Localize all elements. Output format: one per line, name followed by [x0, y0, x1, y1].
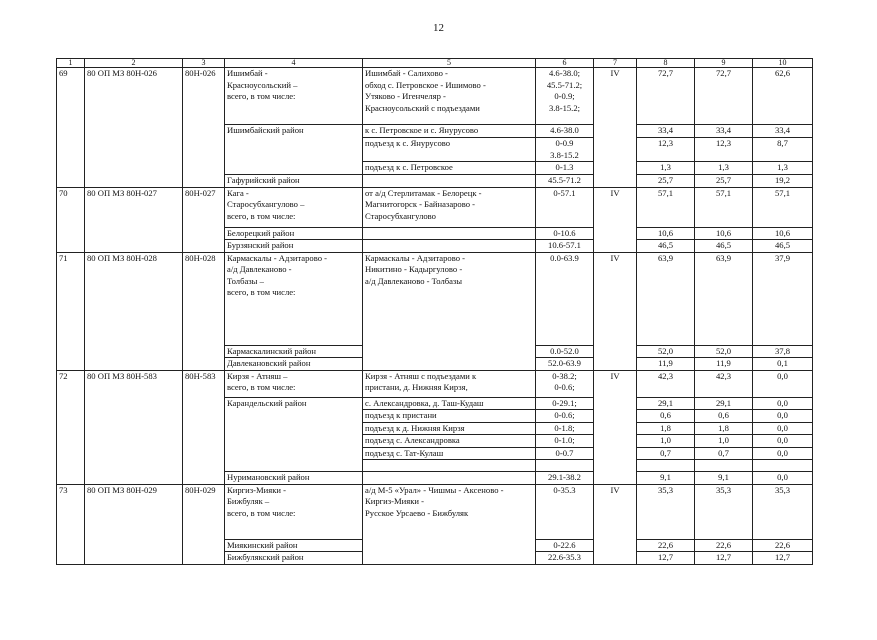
value-col10: 12,7 — [753, 552, 813, 565]
table-row — [57, 370, 813, 397]
road-km: 0-0.9 3.8-15.2 — [536, 138, 594, 162]
road-km: 0.0-52.0 — [536, 345, 594, 358]
road-route — [363, 227, 536, 240]
road-id: 80Н-028 — [183, 252, 225, 370]
value-col10: 10,6 — [753, 227, 813, 240]
col-header: 9 — [695, 59, 753, 68]
road-route: подъезд к пристани — [363, 410, 536, 423]
road-name: Кармаскалы - Адзитарово - а/д Давлеканово - Толбазы – всего, в том числе: — [225, 252, 363, 345]
value-col10: 57,1 — [753, 187, 813, 227]
road-name: Ишимбай - Красноусольский – всего, в том числе: — [225, 68, 363, 125]
road-route: подъезд к с. Петровское — [363, 162, 536, 175]
value-col9: 29,1 — [695, 397, 753, 410]
value-col8: 42,3 — [637, 370, 695, 397]
road-km: 0-35.3 — [536, 484, 594, 539]
value-col10: 0,0 — [753, 472, 813, 485]
road-id: 80Н-029 — [183, 484, 225, 564]
road-km: 0-0.7 — [536, 447, 594, 460]
table-row — [57, 252, 813, 345]
value-col10: 0,0 — [753, 370, 813, 397]
district-name: Карандельский район — [225, 397, 363, 472]
district-name: Бижбулякский район — [225, 552, 363, 565]
road-route — [363, 240, 536, 253]
value-col8: 1,3 — [637, 162, 695, 175]
value-col8: 29,1 — [637, 397, 695, 410]
value-col8: 52,0 — [637, 345, 695, 358]
value-col9: 63,9 — [695, 252, 753, 345]
district-name: Бурзянский район — [225, 240, 363, 253]
col-header: 1 — [57, 59, 85, 68]
road-route: а/д М-5 «Урал» - Чишмы - Аксеново - Киргиз-Мияки - Русское Урсаево - Бижбуляк — [363, 484, 536, 564]
col-header: 5 — [363, 59, 536, 68]
value-col10: 62,6 — [753, 68, 813, 125]
value-col10: 0,0 — [753, 422, 813, 435]
road-category: IV — [594, 370, 637, 484]
value-col8: 72,7 — [637, 68, 695, 125]
road-route — [363, 460, 536, 472]
road-name: Киргиз-Мияки - Бижбуляк – всего, в том числе: — [225, 484, 363, 539]
value-col9: 46,5 — [695, 240, 753, 253]
value-col10: 8,7 — [753, 138, 813, 162]
value-col8: 1,0 — [637, 435, 695, 448]
value-col10: 0,0 — [753, 410, 813, 423]
road-km: 0-1.3 — [536, 162, 594, 175]
header-row — [57, 59, 813, 68]
value-col9: 9,1 — [695, 472, 753, 485]
value-col10: 0,0 — [753, 435, 813, 448]
page-number: 12 — [433, 22, 444, 34]
value-col9: 42,3 — [695, 370, 753, 397]
value-col9: 25,7 — [695, 175, 753, 188]
value-col9: 11,9 — [695, 358, 753, 371]
value-col8: 46,5 — [637, 240, 695, 253]
district-name: Белорецкий район — [225, 227, 363, 240]
road-km: 0-10.6 — [536, 227, 594, 240]
value-col9: 33,4 — [695, 125, 753, 138]
value-col10: 0,1 — [753, 358, 813, 371]
road-km: 29.1-38.2 — [536, 472, 594, 485]
road-category: IV — [594, 187, 637, 252]
value-col9: 52,0 — [695, 345, 753, 358]
road-route: Кирзя - Атняш с подъездами к пристани, д. Нижняя Кирзя, — [363, 370, 536, 397]
value-col8: 63,9 — [637, 252, 695, 345]
district-name: Кармаскалинский район — [225, 345, 363, 358]
road-route: подъезд к д. Нижняя Кирзя — [363, 422, 536, 435]
road-km: 4.6-38.0; 45.5-71.2; 0-0.9; 3.8-15.2; — [536, 68, 594, 125]
road-name: Кирзя - Атняш – всего, в том числе: — [225, 370, 363, 397]
table-row — [57, 68, 813, 125]
road-km: 0-22.6 — [536, 539, 594, 552]
road-km: 0-1.0; — [536, 435, 594, 448]
road-km: 45.5-71.2 — [536, 175, 594, 188]
road-category: IV — [594, 252, 637, 370]
value-col8: 0,7 — [637, 447, 695, 460]
row-number: 73 — [57, 484, 85, 564]
col-header: 8 — [637, 59, 695, 68]
district-name: Миякинский район — [225, 539, 363, 552]
row-number: 70 — [57, 187, 85, 252]
district-name: Гафурийский район — [225, 175, 363, 188]
col-header: 3 — [183, 59, 225, 68]
row-number: 72 — [57, 370, 85, 484]
road-code: 80 ОП МЗ 80Н-027 — [85, 187, 183, 252]
value-col9: 57,1 — [695, 187, 753, 227]
table-row — [57, 484, 813, 539]
col-header: 7 — [594, 59, 637, 68]
value-col8: 12,7 — [637, 552, 695, 565]
district-name: Нуримановский район — [225, 472, 363, 485]
value-col9: 1,0 — [695, 435, 753, 448]
road-km: 0-1.8; — [536, 422, 594, 435]
road-route: Кармаскалы - Адзитарово - Никитино - Кадыргулово - а/д Давлеканово - Толбазы — [363, 252, 536, 370]
value-col10: 46,5 — [753, 240, 813, 253]
value-col9: 22,6 — [695, 539, 753, 552]
road-km: 0-0.6; — [536, 410, 594, 423]
road-km: 10.6-57.1 — [536, 240, 594, 253]
value-col8: 10,6 — [637, 227, 695, 240]
table-row — [57, 187, 813, 227]
value-col8: 22,6 — [637, 539, 695, 552]
value-col9: 35,3 — [695, 484, 753, 539]
row-number: 71 — [57, 252, 85, 370]
district-name: Ишимбайский район — [225, 125, 363, 175]
road-route — [363, 472, 536, 485]
value-col8: 35,3 — [637, 484, 695, 539]
road-route: подъезд с. Тат-Кулаш — [363, 447, 536, 460]
value-col9: 12,3 — [695, 138, 753, 162]
value-col10: 22,6 — [753, 539, 813, 552]
col-header: 2 — [85, 59, 183, 68]
col-header: 6 — [536, 59, 594, 68]
road-route: с. Александровка, д. Таш-Кудаш — [363, 397, 536, 410]
value-col10: 0,0 — [753, 447, 813, 460]
value-col9: 10,6 — [695, 227, 753, 240]
road-km: 0-57.1 — [536, 187, 594, 227]
value-col8: 12,3 — [637, 138, 695, 162]
value-col9: 72,7 — [695, 68, 753, 125]
value-col10: 19,2 — [753, 175, 813, 188]
road-km: 4.6-38.0 — [536, 125, 594, 138]
value-col8: 25,7 — [637, 175, 695, 188]
district-name: Давлекановский район — [225, 358, 363, 371]
value-col10: 1,3 — [753, 162, 813, 175]
value-col8: 0,6 — [637, 410, 695, 423]
road-route: от а/д Стерлитамак - Белорецк - Магнитогорск - Байназарово - Старосубхангулово — [363, 187, 536, 227]
value-col10: 37,8 — [753, 345, 813, 358]
road-route: подъезд к с. Янурусово — [363, 138, 536, 162]
value-col10 — [753, 460, 813, 472]
road-km — [536, 460, 594, 472]
value-col10: 0,0 — [753, 397, 813, 410]
road-category: IV — [594, 484, 637, 564]
value-col9: 0,7 — [695, 447, 753, 460]
value-col9: 1,8 — [695, 422, 753, 435]
value-col10: 37,9 — [753, 252, 813, 345]
value-col9: 0,6 — [695, 410, 753, 423]
road-category: IV — [594, 68, 637, 188]
road-route: Ишимбай - Салихово - обход с. Петровское - Ишимово - Утяково - Игенчеляр - Красноусольский с подъездами — [363, 68, 536, 125]
value-col8: 1,8 — [637, 422, 695, 435]
roads-table — [56, 58, 813, 565]
value-col8: 11,9 — [637, 358, 695, 371]
col-header: 10 — [753, 59, 813, 68]
road-id: 80Н-027 — [183, 187, 225, 252]
road-route: подъезд с. Александровка — [363, 435, 536, 448]
value-col9 — [695, 460, 753, 472]
road-code: 80 ОП МЗ 80Н-583 — [85, 370, 183, 484]
value-col8: 57,1 — [637, 187, 695, 227]
col-header: 4 — [225, 59, 363, 68]
value-col10: 35,3 — [753, 484, 813, 539]
value-col9: 1,3 — [695, 162, 753, 175]
road-name: Кага - Старосубхангулово – всего, в том числе: — [225, 187, 363, 227]
road-km: 52.0-63.9 — [536, 358, 594, 371]
road-code: 80 ОП МЗ 80Н-026 — [85, 68, 183, 188]
road-code: 80 ОП МЗ 80Н-028 — [85, 252, 183, 370]
value-col8: 33,4 — [637, 125, 695, 138]
road-km: 0.0-63.9 — [536, 252, 594, 345]
road-km: 22.6-35.3 — [536, 552, 594, 565]
value-col10: 33,4 — [753, 125, 813, 138]
value-col8 — [637, 460, 695, 472]
road-route — [363, 175, 536, 188]
road-id: 80Н-026 — [183, 68, 225, 188]
road-id: 80Н-583 — [183, 370, 225, 484]
value-col9: 12,7 — [695, 552, 753, 565]
road-km: 0-29.1; — [536, 397, 594, 410]
road-route: к с. Петровское и с. Янурусово — [363, 125, 536, 138]
road-km: 0-38.2; 0-0.6; — [536, 370, 594, 397]
value-col8: 9,1 — [637, 472, 695, 485]
row-number: 69 — [57, 68, 85, 188]
road-code: 80 ОП МЗ 80Н-029 — [85, 484, 183, 564]
